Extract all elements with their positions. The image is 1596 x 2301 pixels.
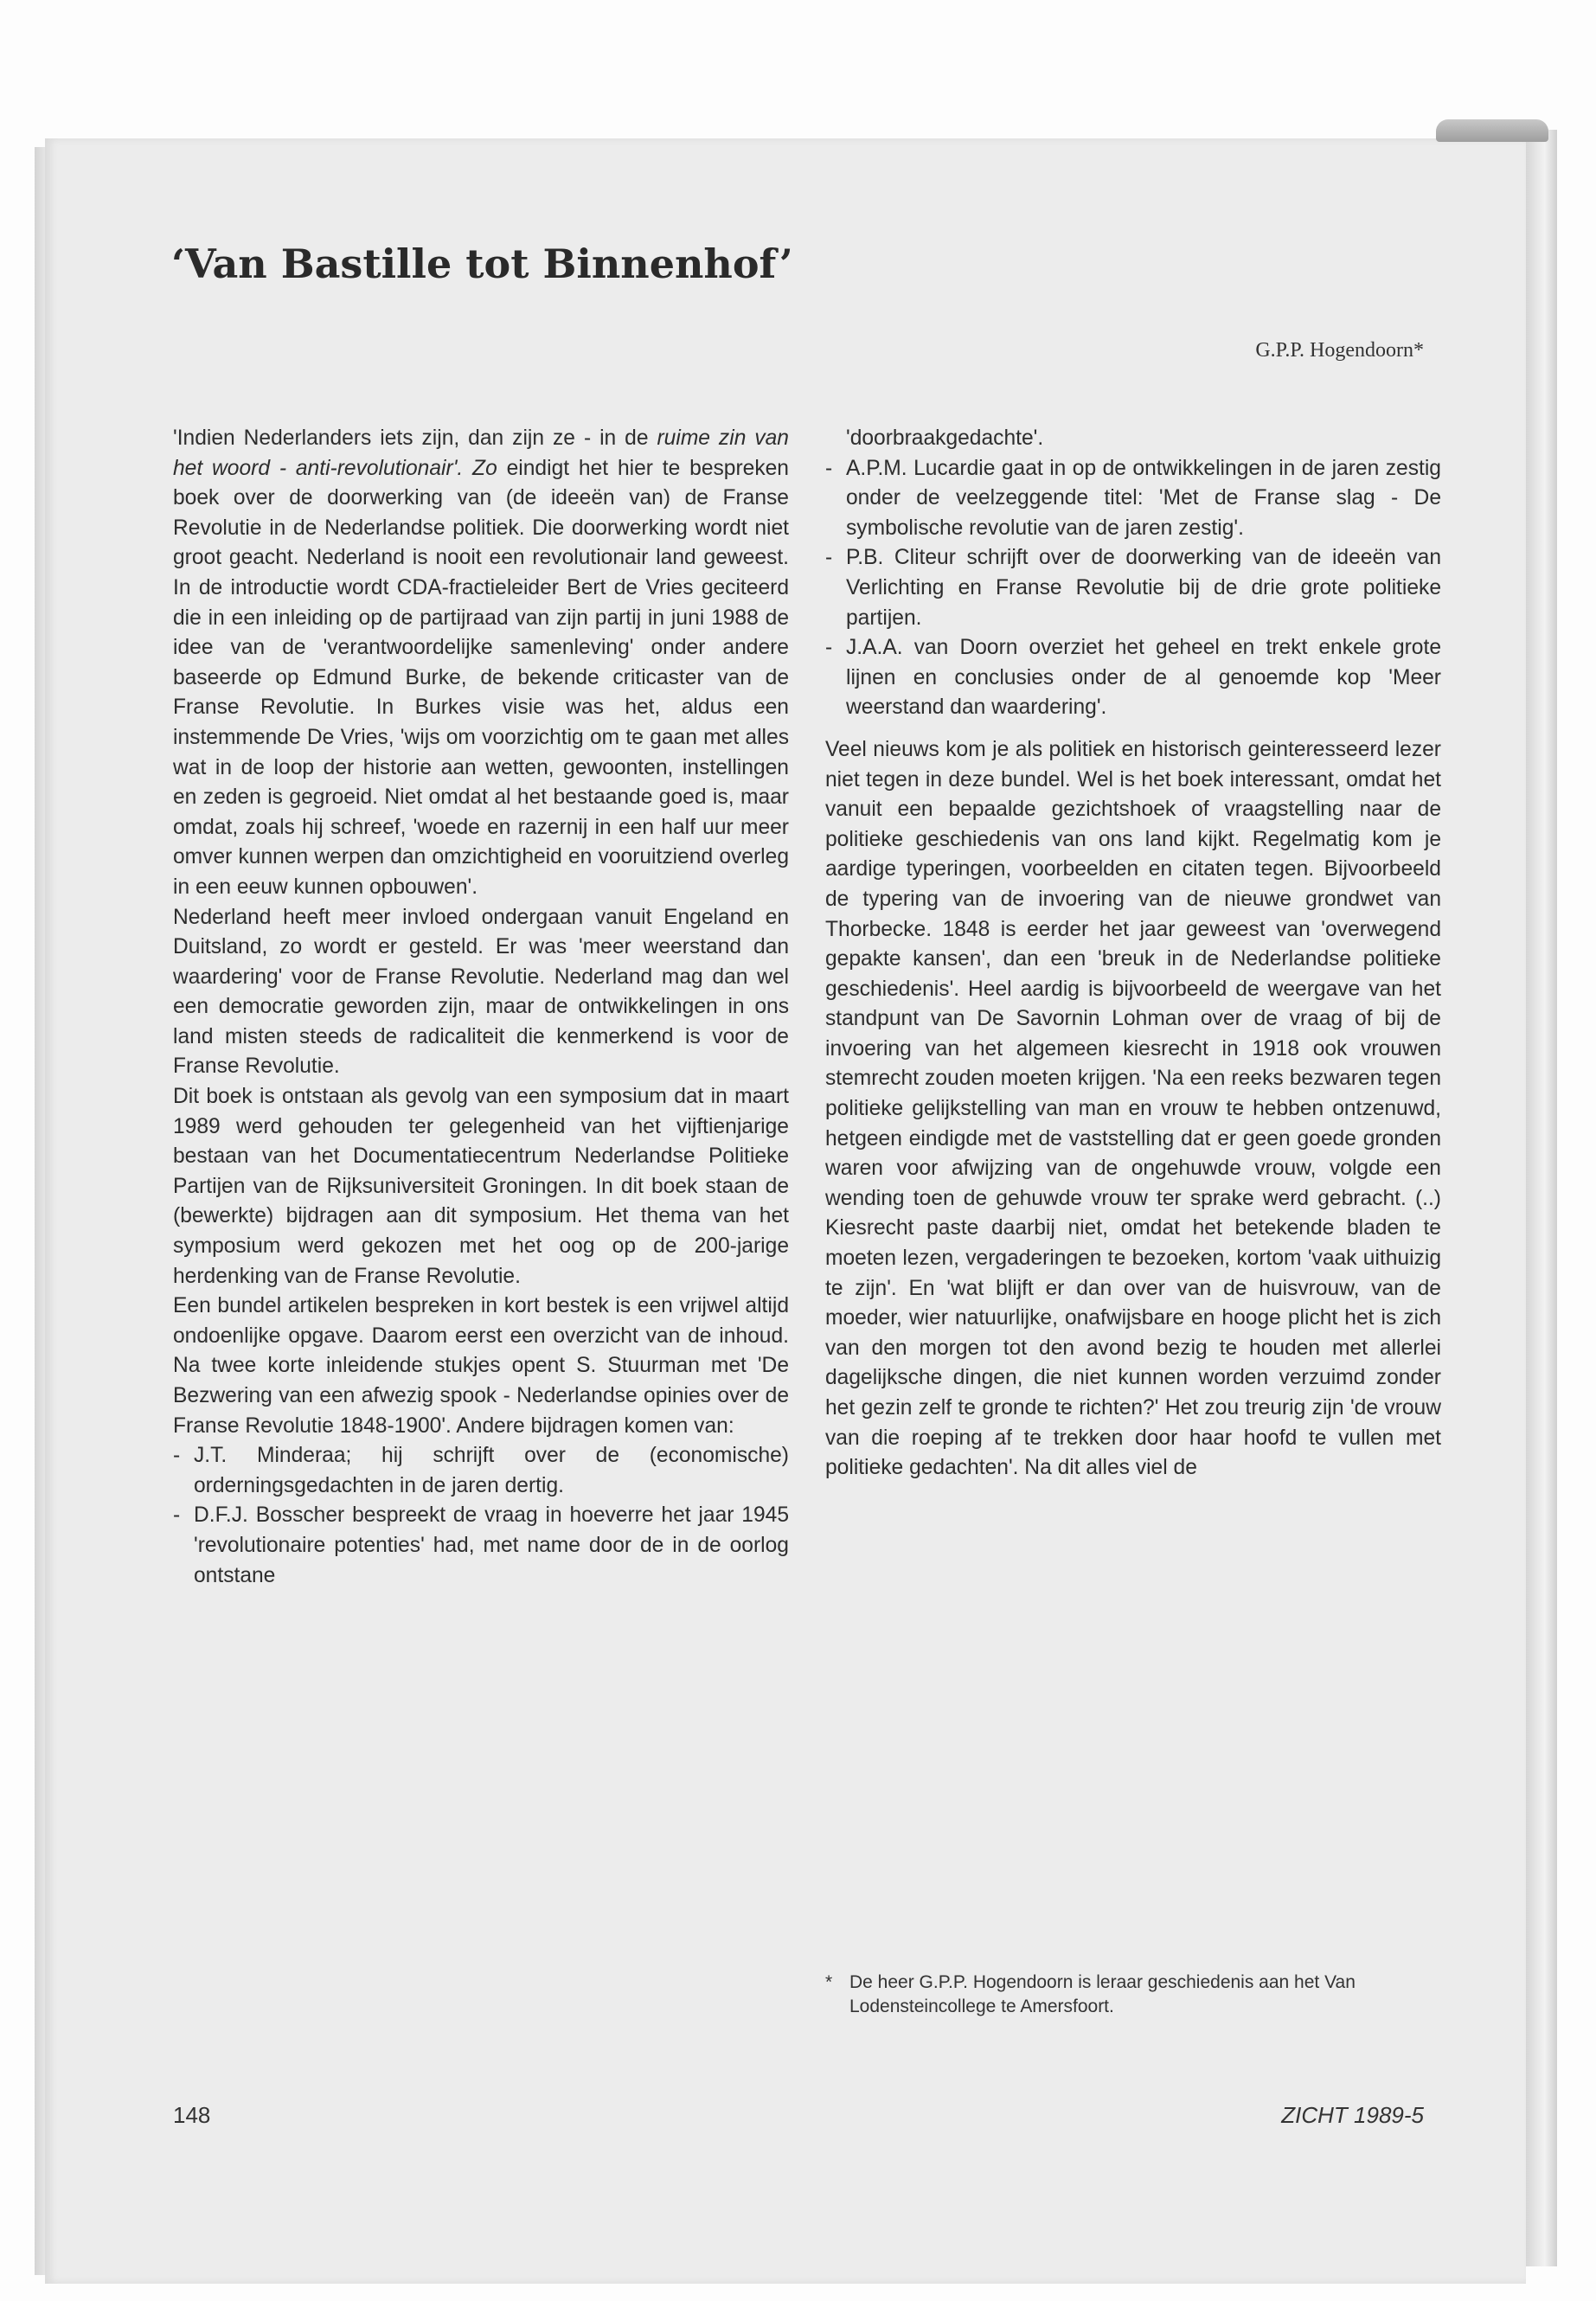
list-continuation bbox=[825, 424, 1441, 454]
paragraph-intro-italic: ruime zin van het woord - anti-revolutionair'. Zo bbox=[173, 426, 789, 480]
paragraph-overview: Een bundel artikelen bespreken in kort bestek is een vrijwel altijd ondoenlijke opgave. Daarom eerst een overzicht van de inhoud. Na twee korte inleidende stukjes opent S. Stuurman met 'De Bezwering van een afwezig spook - Nederlandse opinies over de Franse Revolutie 1848-1900'. Andere bijdragen komen van: bbox=[173, 1294, 789, 1438]
article-title: ‘Van Bastille tot Binnenhof’ bbox=[171, 240, 793, 287]
list-dash: - bbox=[825, 636, 833, 660]
paragraph-influence: Nederland heeft meer invloed ondergaan vanuit Engeland en Duitsland, zo wordt er gesteld. Er was 'meer weerstand dan waardering' voor de Franse Revolutie. Nederland mag dan wel een democratie geworden zijn, maar de ontwikkelingen in ons land misten steeds de radicaliteit die kenmerkend is voor de Franse Revolutie. bbox=[173, 905, 789, 1079]
binding-tab bbox=[1436, 119, 1548, 142]
list-item-text: J.T. Minderaa; hij schrijft over de (economische) orderningsgedachten in de jaren dertig. bbox=[194, 1444, 789, 1497]
list-item bbox=[825, 454, 1441, 544]
footnote bbox=[825, 1971, 1424, 2019]
contributions-list-right bbox=[825, 454, 1441, 723]
footnote-marker: * bbox=[825, 1972, 833, 1992]
paragraph-symposium: Dit boek is ontstaan als gevolg van een symposium dat in maart 1989 werd gehouden ter gelegenheid van het vijftienjarige bestaan van het Documentatiecentrum Nederlandse Politieke Partijen van de Rijksuniversiteit Groningen. In dit boek staan de (bewerkte) bijdragen aan dit symposium. Het thema van het symposium werd gekozen met het oog op de 200-jarige herdenking van de Franse Revolutie. bbox=[173, 1085, 789, 1288]
list-dash: - bbox=[173, 1503, 181, 1528]
article-author: G.P.P. Hogendoorn* bbox=[1255, 339, 1424, 362]
list-item-text: D.F.J. Bosscher bespreekt de vraag in hoeverre het jaar 1945 'revolutionaire potenties' had, met name door de in de oorlog ontstane bbox=[194, 1503, 789, 1587]
page-number: 148 bbox=[173, 2102, 211, 2128]
list-dash: - bbox=[173, 1444, 181, 1468]
paragraph-review: Veel nieuws kom je als politiek en historisch geinteresseerd lezer niet tegen in deze bundel. Wel is het boek interessant, omdat het vanuit een bepaalde gezichtshoek of vraagstelling naar de politieke geschiedenis van ons land kijkt. Regelmatig kom je aardige typeringen, voorbeelden en citaten tegen. Bijvoorbeeld de typering van de invoering van de nieuwe grondwet van Thorbecke. 1848 is eerder het jaar geweest van 'overwegend gepakte kansen', dan een 'breuk in de Nederlandse politieke geschiedenis'. Heel aardig is bijvoorbeeld de weergave van het standpunt van De Savornin Lohman over de vraag of bij de invoering van het algemeen kiesrecht in 1918 ook vrouwen stemrecht zouden moeten krijgen. 'Na een reeks bezwaren tegen politieke gelijkstelling van man en vrouw te hebben ontzenuwd, hetgeen eindigde met de vaststelling dat er geen goede gronden waren voor afwijzing van de ongehuwde vrouw, volgde een wending toen de gehuwde vrouw ter sprake werd gebracht. (..) Kiesrecht paste daarbij niet, omdat het betekende bladen te moeten lezen, vergaderingen te bezoeken, kortom 'vaak uithuizig te zijn'. En 'wat blijft er dan over van de huisvrouw, van de moeder, wier natuurlijke, onafwijsbare en hooge plicht het is zich van den morgen tot den avond bezig te houden met allerlei dagelijksche dingen, die niet kunnen worden verzuimd zonder het gezin zelf te gronde te richten?' Het zou treurig zijn 'de vrouw van die roeping af te trekken door haar hoofd te vullen met politieke gedachten'. Na dit alles viel de bbox=[825, 737, 1441, 1480]
list-item bbox=[173, 1501, 789, 1591]
list-item-text: A.P.M. Lucardie gaat in op de ontwikkelingen in de jaren zestig onder de veelzeggende titel: 'Met de Franse slag - De symbolische revolutie van de jaren zestig'. bbox=[846, 456, 1441, 540]
list-item bbox=[825, 633, 1441, 723]
footnote-text: De heer G.P.P. Hogendoorn is leraar geschiedenis aan het Van Lodensteincollege te Amersfoort. bbox=[849, 1972, 1356, 2016]
list-item bbox=[173, 1441, 789, 1501]
contributions-list-left bbox=[173, 1441, 789, 1591]
paragraph-intro-rest: eindigt het hier te bespreken boek over de doorwerking van (de ideeën van) de Franse Revolutie in de Nederlandse politiek. Die doorwerking wordt niet groot geacht. Nederland is nooit een revolutionair land geweest. In de introductie wordt CDA-fractieleider Bert de Vries geciteerd die in een inleiding op de partijraad van zijn partij in juni 1988 de idee van de 'verantwoordelijke samenleving' onder andere baseerde op Edmund Burke, de bekende criticaster van de Franse Revolutie. In Burkes visie was het, aldus een instemmende De Vries, 'wijs om voorzichtig om te gaan met alles wat in de loop der historie aan wetten, gewoonten, instellingen en zeden is gegroeid. Niet omdat al het bestaande goed is, maar omdat, zoals hij schreef, 'woede en razernij in een half uur meer omver kunnen werpen dan omzichtigheid en vooruitziend overleg in een eeuw kunnen opbouwen'. bbox=[173, 456, 789, 899]
list-item bbox=[825, 543, 1441, 633]
list-dash: - bbox=[825, 456, 833, 480]
list-item-text: J.A.A. van Doorn overziet het geheel en trekt enkele grote lijnen en conclusies onder de al genoemde kop 'Meer weerstand dan waardering'. bbox=[846, 636, 1441, 720]
left-column bbox=[173, 424, 789, 1591]
right-column bbox=[825, 424, 1441, 1484]
paragraph-intro bbox=[173, 424, 789, 903]
list-continuation-text: 'doorbraakgedachte'. bbox=[846, 426, 1044, 450]
list-item-text: P.B. Cliteur schrijft over de doorwerking van de ideeën van Verlichting en Franse Revolutie bij de drie grote politieke partijen. bbox=[846, 546, 1441, 630]
paragraph-intro-start: 'Indien Nederlanders iets zijn, dan zijn ze - in de bbox=[173, 426, 657, 450]
list-dash: - bbox=[825, 546, 833, 570]
page-stack-right bbox=[1526, 130, 1557, 2266]
journal-issue: ZICHT 1989-5 bbox=[1281, 2102, 1424, 2128]
